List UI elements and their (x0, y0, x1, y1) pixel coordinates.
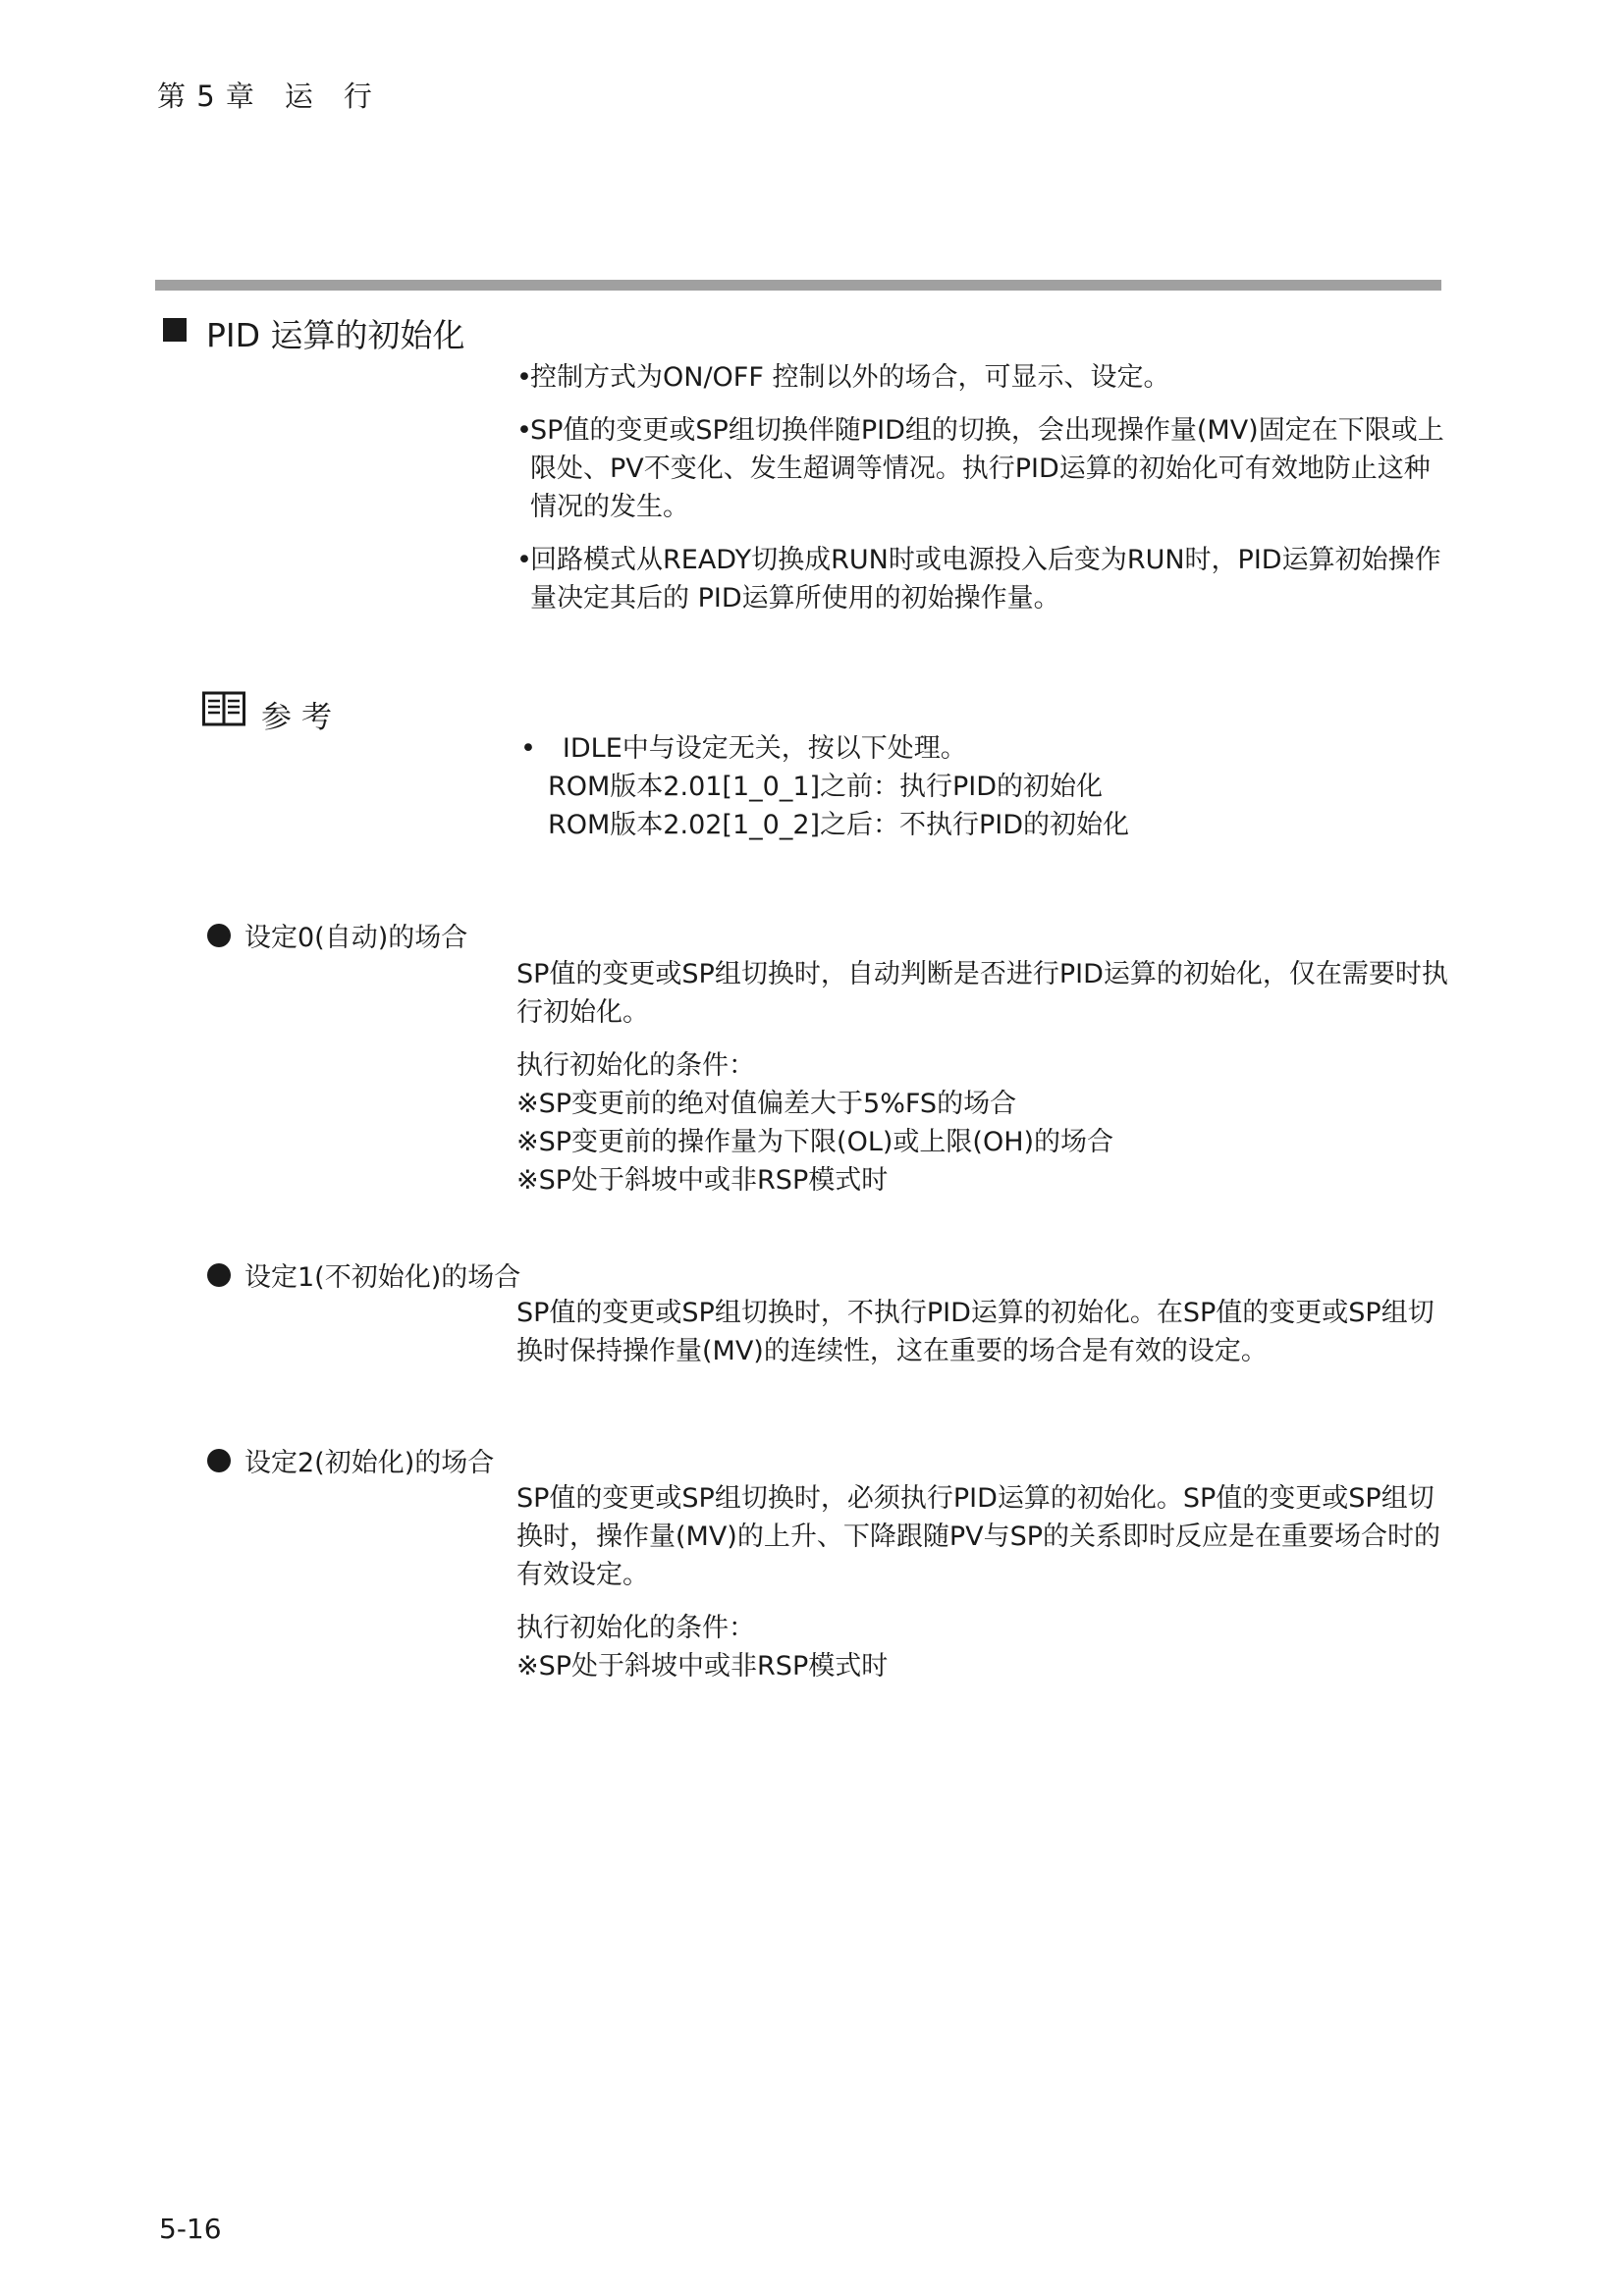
bullet-item: • 回路模式从READY切换成RUN时或电源投入后变为RUN时，PID运算初始操作量决定其后的 PID运算所使用的初始操作量。 (516, 541, 1449, 617)
bullet-item: • SP值的变更或SP组切换伴随PID组的切换，会出现操作量(MV)固定在下限或上限处、PV不变化、发生超调等情况。执行PID运算的初始化可有效地防止这种情况的发生。 (516, 411, 1449, 526)
condition-item: ※SP变更前的绝对值偏差大于5%FS的场合 (516, 1089, 1017, 1119)
setting-1-body (516, 1294, 1449, 1385)
setting-0-title: 设定0(自动)的场合 (244, 923, 468, 953)
reference-line: • IDLE中与设定无关，按以下处理。 (520, 733, 967, 764)
setting-paragraph: SP值的变更或SP组切换时，自动判断是否进行PID运算的初始化，仅在需要时执行初始化。 (516, 959, 1448, 1028)
reference-title: 参考 (261, 700, 342, 735)
section-square-icon (163, 318, 187, 342)
chapter-heading: 第 5 章 运 行 (157, 80, 373, 113)
reference-line: ROM版本2.01[1_0_1]之前：执行PID的初始化 (548, 772, 1104, 802)
setting-1-title: 设定1(不初始化)的场合 (244, 1262, 521, 1293)
setting-bullet-icon (207, 1449, 231, 1472)
condition-item: ※SP处于斜坡中或非RSP模式时 (516, 1651, 889, 1682)
setting-bullet-icon (207, 924, 231, 947)
bullet-item: • 控制方式为ON/OFF 控制以外的场合，可显示、设定。 (516, 358, 1449, 397)
section-title: PID 运算的初始化 (206, 316, 465, 354)
section-divider (155, 280, 1441, 291)
setting-2-title: 设定2(初始化)的场合 (244, 1448, 495, 1478)
conditions-label: 执行初始化的条件： (516, 1613, 755, 1643)
conditions-label: 执行初始化的条件： (516, 1050, 755, 1081)
setting-2-body (516, 1479, 1449, 1685)
condition-item: ※SP处于斜坡中或非RSP模式时 (516, 1165, 889, 1196)
section-bullets (516, 358, 1449, 632)
page-number: 5-16 (159, 2213, 222, 2245)
reference-line: ROM版本2.02[1_0_2]之后：不执行PID的初始化 (548, 810, 1130, 840)
setting-paragraph: SP值的变更或SP组切换时，不执行PID运算的初始化。在SP值的变更或SP组切换时保持操作量(MV)的连续性，这在重要的场合是有效的设定。 (516, 1298, 1435, 1366)
setting-0-body (516, 955, 1449, 1200)
setting-paragraph: SP值的变更或SP组切换时，必须执行PID运算的初始化。SP值的变更或SP组切换时，操作量(MV)的上升、下降跟随PV与SP的关系即时反应是在重要场合时的有效设定。 (516, 1483, 1441, 1590)
book-icon (202, 691, 245, 726)
reference-body (516, 729, 1449, 844)
setting-bullet-icon (207, 1263, 231, 1287)
condition-item: ※SP变更前的操作量为下限(OL)或上限(OH)的场合 (516, 1127, 1114, 1157)
